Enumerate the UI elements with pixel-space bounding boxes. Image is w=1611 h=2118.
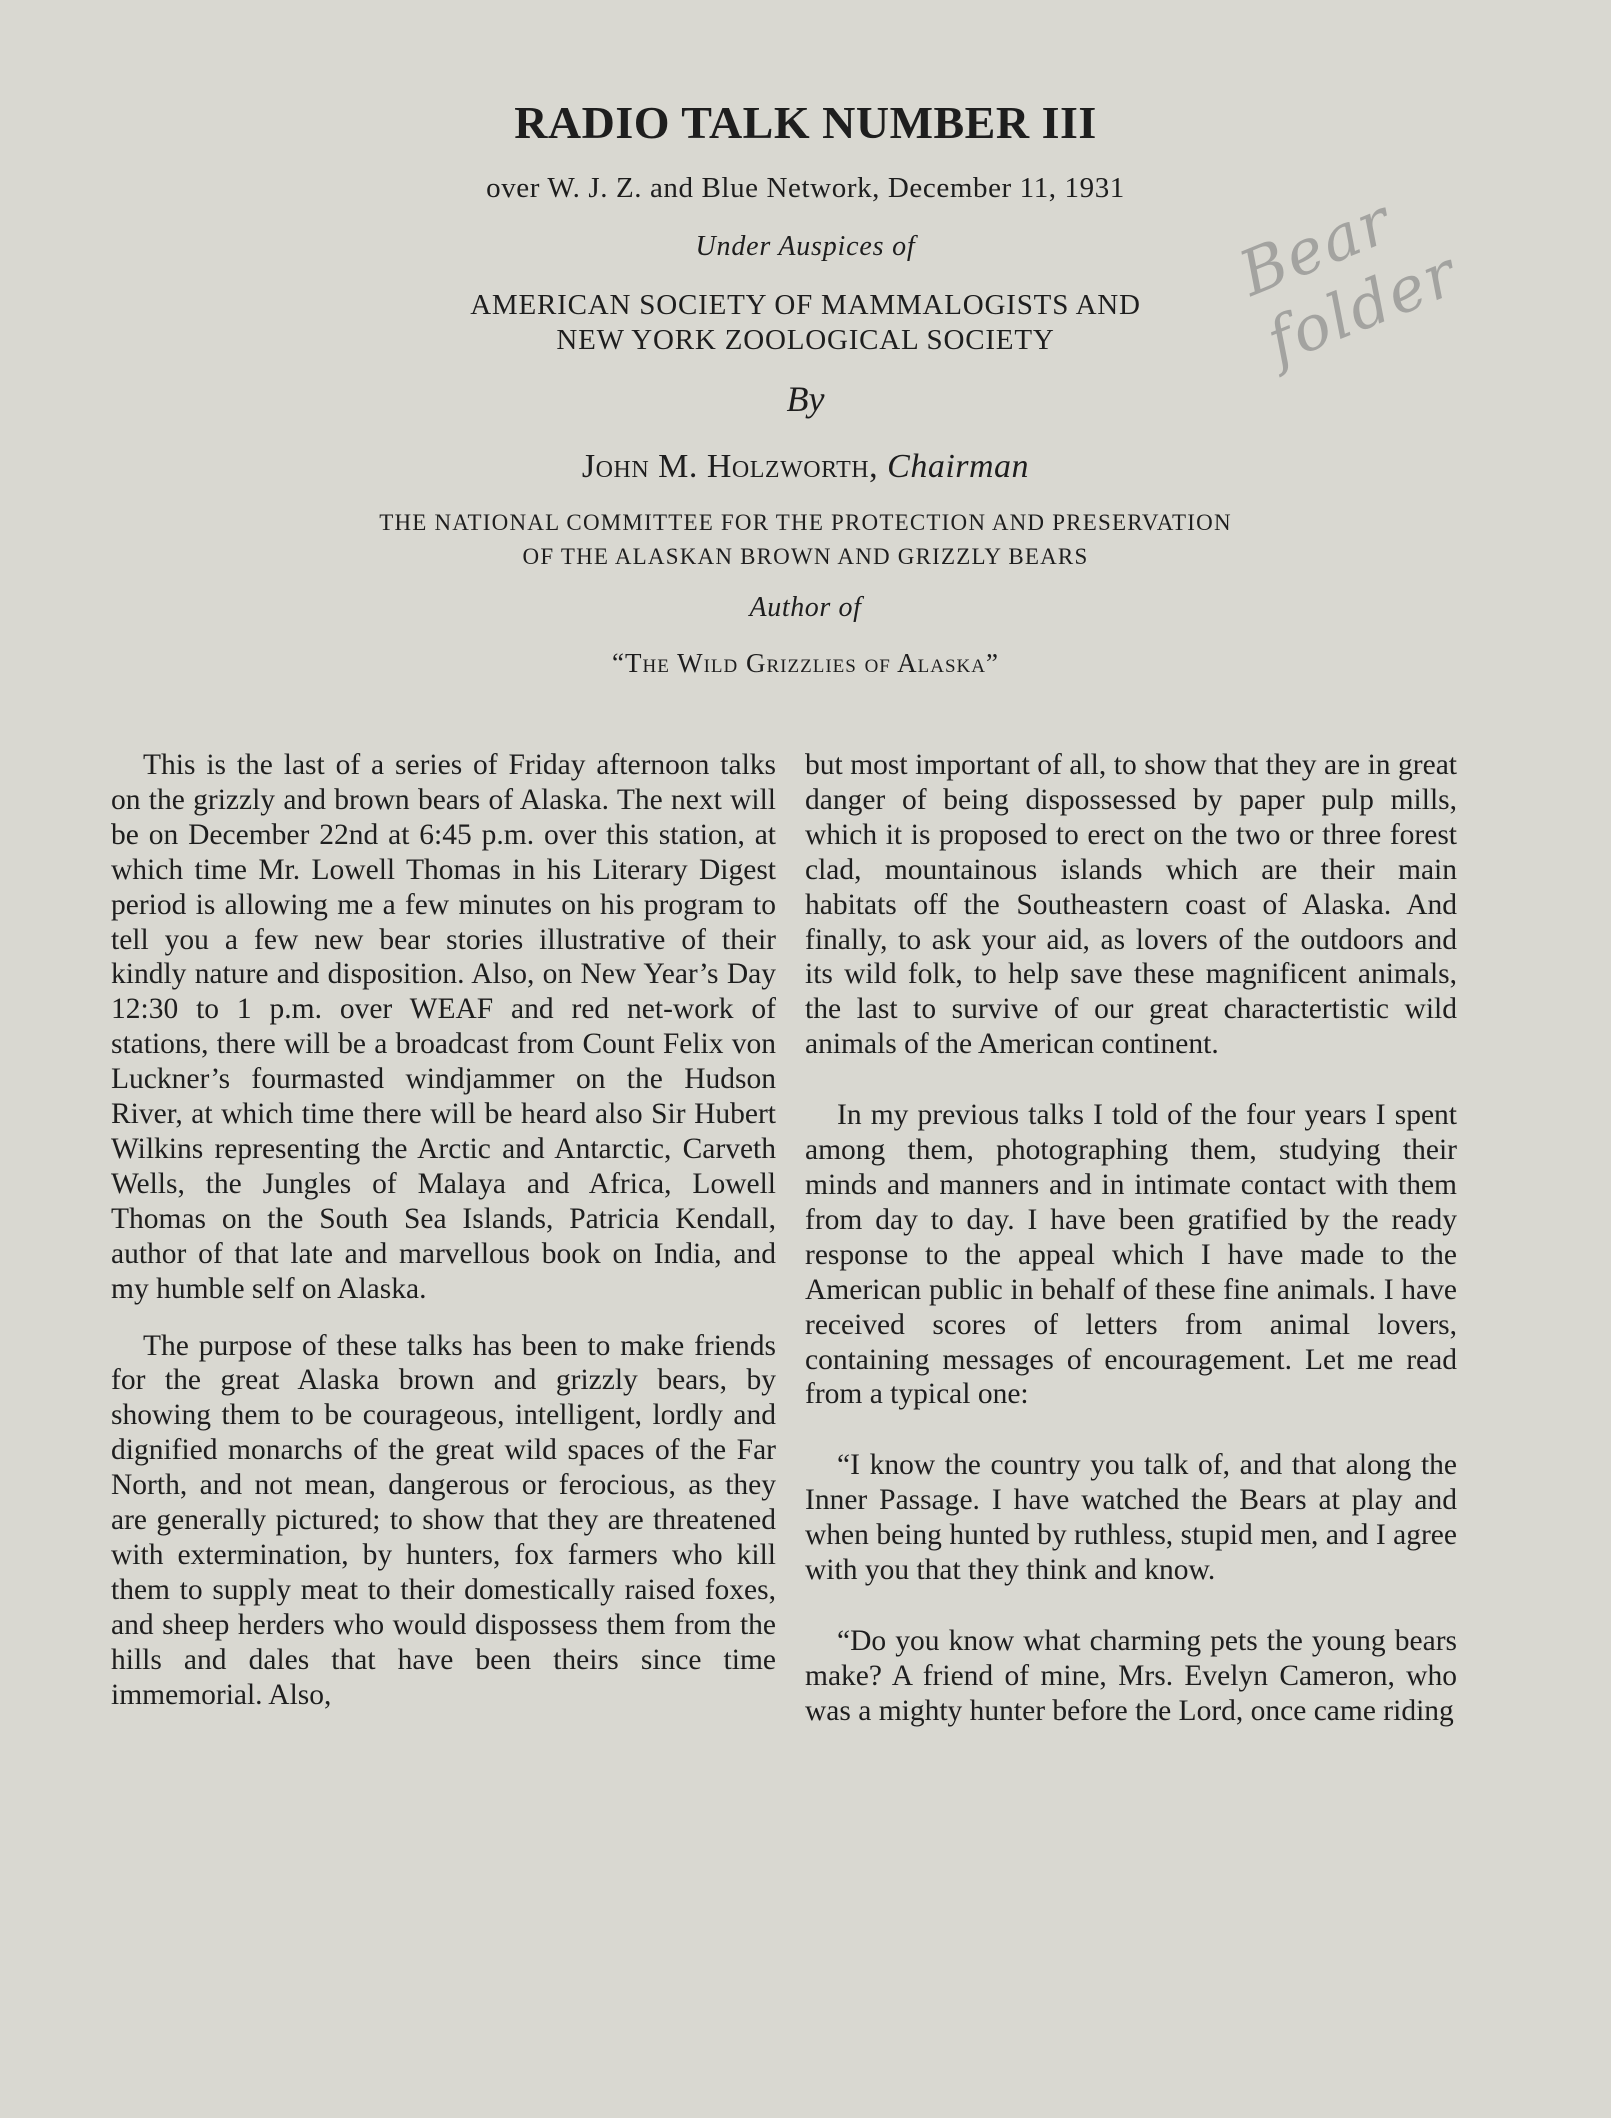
paragraph: This is the last of a series of Friday afternoon talks on the grizzly and brown bears of Alaska. The next will be on December 22nd at 6:45 p.m. over this station, at which time Mr. Lowell Thomas in his Literary Digest period is allowing me a few minutes on his program to tell you a few new bear stories illustrative of their kindly nature and disposition. Also, on New Year’s Day 12:30 to 1 p.m. over WEAF and red net-work of stations, there will be a broadcast from Count Felix von Luckner’s fourmasted windjammer on the Hudson River, at which time there will be heard also Sir Hubert Wilkins representing the Arctic and Antarctic, Carveth Wells, the Jungles of Malaya and Africa, Lowell Thomas on the South Sea Islands, Patricia Kendall, author of that late and marvellous book on India, and my humble self on Alaska. [111, 749, 776, 1305]
book-title: “The Wild Grizzlies of Alaska” [612, 648, 999, 678]
paragraph: but most important of all, to show that they are in great danger of being dispossessed by paper pulp mills, which it is proposed to erect on the two or three forest clad, mountainous islands which are their main habitats off the Southeastern coast of Alaska. And finally, to ask your aid, as lovers of the outdoors and its wild folk, to help save these magnificent animals, the last to survive of our great charactertistic wild animals of the American continent. [805, 749, 1457, 1061]
author-line [0, 448, 1611, 486]
handwritten-annotation: Bear folder [1229, 183, 1468, 378]
author-name: John M. Holzworth, [581, 448, 879, 485]
committee-name [0, 506, 1611, 574]
society-line-2: NEW YORK ZOOLOGICAL SOCIETY [556, 324, 1055, 356]
paragraph: “I know the country you talk of, and that along the Inner Passage. I have watched the Bears at play and when being hunted by ruthless, stupid men, and I agree with you that they think and know. [805, 1449, 1457, 1587]
broadcast-info: over W. J. Z. and Blue Network, December 11, 1931 [486, 172, 1125, 204]
paragraph: “Do you know what charming pets the young bears make? A friend of mine, Mrs. Evelyn Cameron, who was a mighty hunter before the Lord, once came riding [805, 1624, 1457, 1727]
author-of-label: Author of [749, 592, 862, 623]
society-line-1: AMERICAN SOCIETY OF MAMMALOGISTS AND [470, 289, 1141, 321]
paragraph: In my previous talks I told of the four years I spent among them, photographing them, studying their minds and manners and in intimate contact with them from day to day. I have been gratified by the ready response to the appeal which I have made to the American public in behalf of these fine animals. I have received scores of letters from animal lovers, containing messages of encouragement. Let me read from a typical one: [805, 1099, 1457, 1411]
right-column [805, 748, 1457, 1729]
auspices-label: Under Auspices of [695, 231, 916, 262]
committee-line-1: THE NATIONAL COMMITTEE FOR THE PROTECTION AND PRESERVATION [379, 510, 1232, 535]
committee-line-2: OF THE ALASKAN BROWN AND GRIZZLY BEARS [522, 544, 1089, 569]
by-label: By [786, 379, 825, 419]
page-title: RADIO TALK NUMBER III [514, 97, 1097, 148]
paragraph: The purpose of these talks has been to make friends for the great Alaska brown and grizzly bears, by showing them to be courageous, intelligent, lordly and dignified monarchs of the great wild spaces of the Far North, and not mean, dangerous or ferocious, as they are generally pictured; to show that they are threatened with extermination, by hunters, fox farmers who kill them to supply meat to their domestically raised foxes, and sheep herders who would dispossess them from the hills and dales that have been theirs since time immemorial. Also, [111, 1329, 776, 1711]
author-role: Chairman [887, 448, 1030, 485]
left-column [111, 748, 776, 1712]
